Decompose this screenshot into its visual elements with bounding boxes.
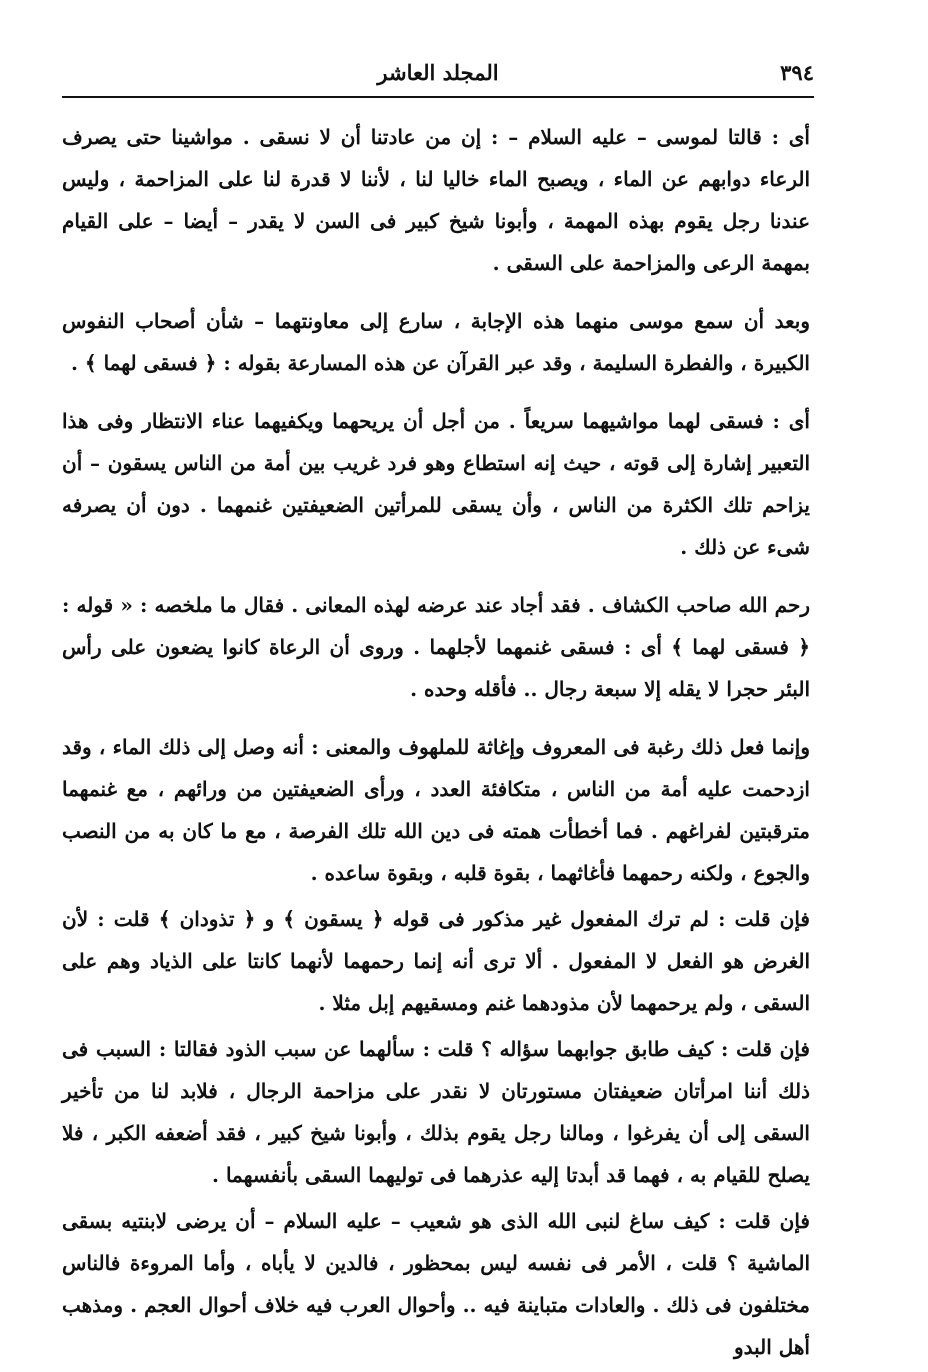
paragraph: فإن قلت : لم ترك المفعول غير مذكور فى قوله ﴿ يسقون ﴾ و ﴿ تذودان ﴾ قلت : لأن الغرض هو الفعل لا المفعول . ألا ترى أنه إنما رحمهما لأنهما كانتا على الذياد وهم على السقى ، ولم يرحمهما لأن مذودهما غنم ومسقيهم إبل مثلا . <box>62 907 810 1015</box>
paragraph: رحم الله صاحب الكشاف . فقد أجاد عند عرضه لهذه المعانى . فقال ما ملخصه : « قوله : ﴿ فسقى لهما ﴾ أى : فسقى غنمهما لأجلهما . وروى أن الرعاة كانوا يضعون على رأس البئر حجرا لا يقله إلا سبعة رجال .. فأقله وحده . <box>62 593 810 701</box>
paragraph: فإن قلت : كيف طابق جوابهما سؤاله ؟ قلت : سألهما عن سبب الذود فقالتا : السبب فى ذلك أننا امرأتان ضعيفتان مستورتان لا نقدر على مزاحمة الرجال ، فلابد لنا من تأخير السقى إلى أن يفرغوا ، ومالنا رجل يقوم بذلك ، وأبونا شيخ كبير ، فقد أضعفه الكبر ، فلا يصلح للقيام به ، فهما قد أبدتا إليه عذرهما فى توليهما السقى بأنفسهما . <box>62 1037 810 1187</box>
page-number: ٣٩٤ <box>780 60 814 85</box>
paragraph: فإن قلت : كيف ساغ لنبى الله الذى هو شعيب – عليه السلام – أن يرضى لابنتيه بسقى الماشية ؟ قلت ، الأمر فى نفسه ليس بمحظور ، فالدين لا يأباه ، وأما المروءة فالناس مختلفون فى ذلك . والعادات متباينة فيه .. وأحوال العرب فيه خلاف أحوال العجم . ومذهب أهل البدو <box>62 1209 810 1359</box>
paragraph: وبعد أن سمع موسى منهما هذه الإجابة ، سارع إلى معاونتهما – شأن أصحاب النفوس الكبيرة ، والفطرة السليمة ، وقد عبر القرآن عن هذه المسارعة بقوله : ﴿ فسقى لهما ﴾ . <box>62 309 810 375</box>
page-body <box>62 116 810 1372</box>
header-rule <box>62 96 814 98</box>
paragraph: وإنما فعل ذلك رغبة فى المعروف وإغاثة للملهوف والمعنى : أنه وصل إلى ذلك الماء ، وقد ازدحمت عليه أمة من الناس ، متكافئة العدد ، ورأى الضعيفتين من ورائهم ، مع غنمهما مترقبتين لفراغهم . فما أخطأت همته فى دين الله تلك الفرصة ، مع ما كان به من النصب والجوع ، ولكنه رحمهما فأغاثهما ، بقوة قلبه ، وبقوة ساعده . <box>62 735 810 885</box>
paragraph: أى : فسقى لهما مواشيهما سريعاً . من أجل أن يريحهما ويكفيهما عناء الانتظار وفى هذا التعبير إشارة إلى قوته ، حيث إنه استطاع وهو فرد غريب بين أمة من الناس يسقون – أن يزاحم تلك الكثرة من الناس ، وأن يسقى للمرأتين الضعيفتين غنمهما . دون أن يصرفه شىء عن ذلك . <box>62 409 810 559</box>
running-title: المجلد العاشر <box>377 60 499 85</box>
page-header <box>62 60 814 90</box>
paragraph: أى : قالتا لموسى – عليه السلام – : إن من عادتنا أن لا نسقى . مواشينا حتى يصرف الرعاء دوابهم عن الماء ، ويصبح الماء خاليا لنا ، لأننا لا قدرة لنا على المزاحمة ، وليس عندنا رجل يقوم بهذه المهمة ، وأبونا شيخ كبير فى السن لا يقدر – أيضا – على القيام بمهمة الرعى والمزاحمة على السقى . <box>62 125 811 275</box>
